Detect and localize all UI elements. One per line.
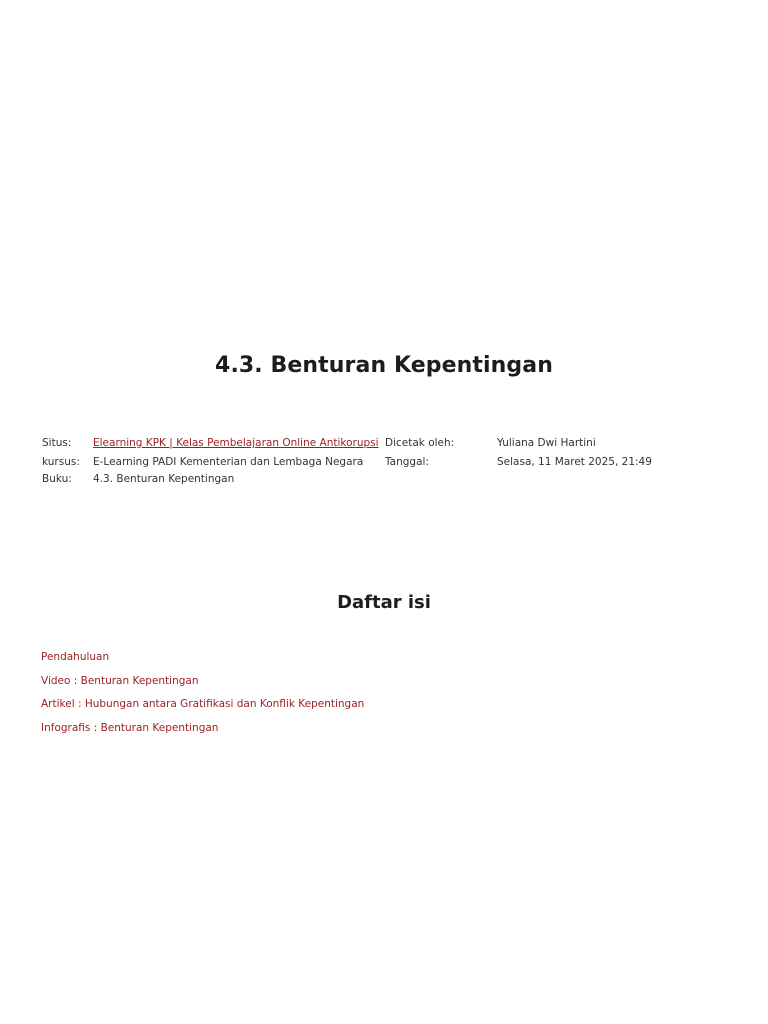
toc-item-artikel[interactable]: Artikel : Hubungan antara Gratifikasi dan Konflik Kepentingan bbox=[41, 698, 365, 710]
site-link[interactable]: Elearning KPK | Kelas Pembelajaran Online Antikorupsi bbox=[93, 437, 379, 449]
toc-item-video[interactable]: Video : Benturan Kepentingan bbox=[41, 675, 199, 687]
date-value: Selasa, 11 Maret 2025, 21:49 bbox=[497, 456, 652, 468]
course-row bbox=[42, 455, 682, 469]
book-value: 4.3. Benturan Kepentingan bbox=[93, 473, 235, 485]
page-title: 4.3. Benturan Kepentingan bbox=[215, 353, 553, 378]
book-row bbox=[42, 472, 682, 486]
printed-by-value: Yuliana Dwi Hartini bbox=[497, 437, 596, 449]
toc-title: Daftar isi bbox=[337, 592, 431, 613]
book-label: Buku: bbox=[42, 473, 72, 485]
toc-item-pendahuluan[interactable]: Pendahuluan bbox=[41, 651, 110, 663]
site-label: Situs: bbox=[42, 437, 72, 449]
toc-item-infografis[interactable]: Infografis : Benturan Kepentingan bbox=[41, 722, 219, 734]
course-label: kursus: bbox=[42, 456, 80, 468]
date-label: Tanggal: bbox=[385, 456, 429, 468]
printed-by-label: Dicetak oleh: bbox=[385, 437, 455, 449]
site-row bbox=[42, 436, 682, 450]
course-value: E-Learning PADI Kementerian dan Lembaga Negara bbox=[93, 456, 364, 468]
